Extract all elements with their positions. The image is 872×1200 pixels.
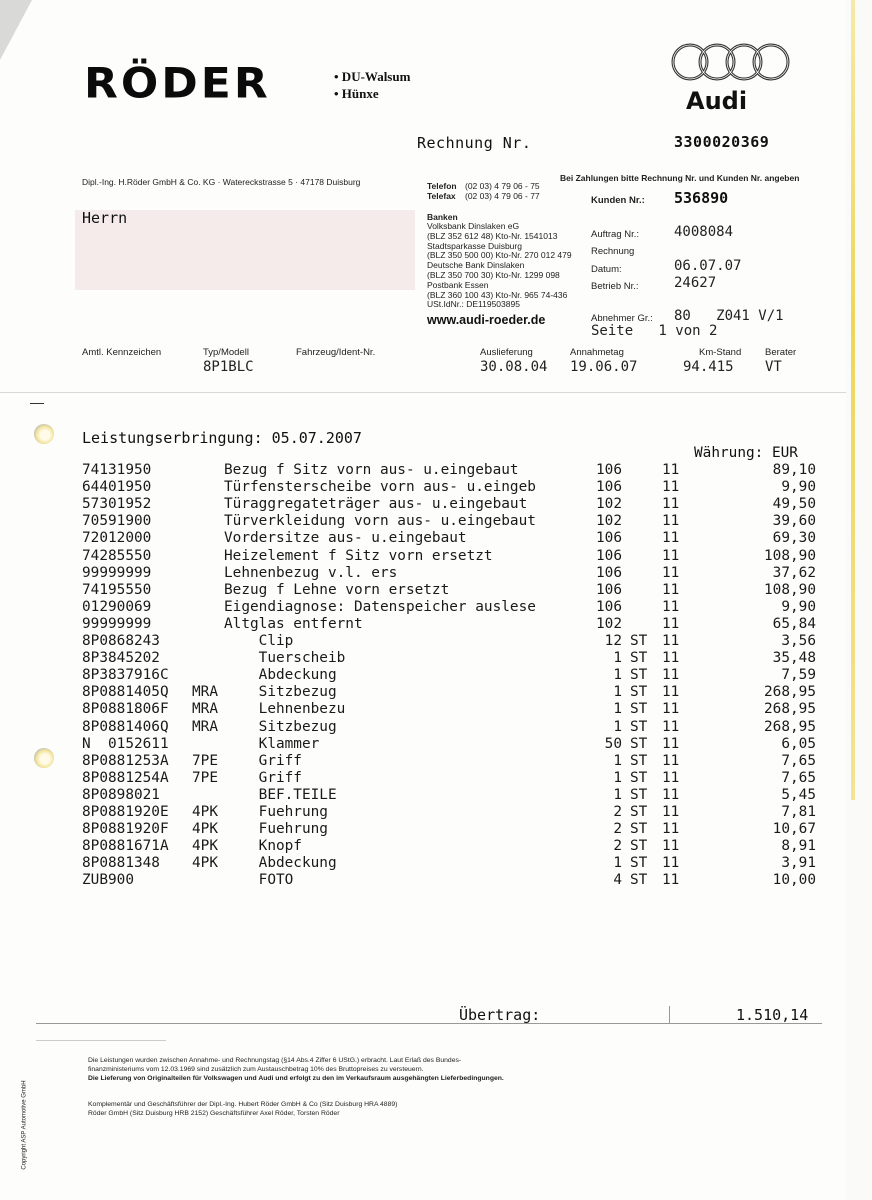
item-quantity: 1 — [613, 701, 622, 718]
rechnung-label: Rechnung — [591, 246, 635, 257]
item-number: 8P0881254A — [82, 769, 169, 786]
item-number: ZUB900 — [82, 872, 134, 889]
abnehmer-label: Abnehmer Gr.: — [591, 313, 653, 324]
item-description: Abdeckung — [224, 667, 337, 684]
payment-note: Bei Zahlungen bitte Rechnung Nr. und Kunden Nr. angeben — [560, 173, 800, 183]
abnehmer-value: 80 Z041 V/1 — [674, 308, 784, 324]
item-code: 11 — [662, 752, 680, 769]
item-amount: 7,65 — [781, 769, 816, 786]
line-item-row — [82, 770, 822, 787]
item-quantity: 1 — [613, 769, 622, 786]
item-amount: 49,50 — [772, 496, 816, 513]
item-amount: 89,10 — [772, 462, 816, 478]
line-item-row — [82, 719, 822, 736]
bank-line: Stadtsparkasse Duisburg — [427, 240, 522, 251]
item-modifier: 4PK — [192, 821, 218, 838]
banks-block — [427, 222, 572, 310]
item-number: 8P0881920F — [82, 821, 169, 838]
item-unit: ST — [630, 684, 648, 701]
punch-hole — [34, 424, 54, 444]
item-quantity: 1 — [613, 786, 622, 803]
bank-line: (BLZ 352 612 48) Kto-Nr. 1541013 — [427, 230, 558, 241]
item-code: 11 — [662, 786, 680, 803]
item-number: N 0152611 — [82, 735, 169, 752]
item-unit: ST — [630, 804, 648, 820]
bank-line: (BLZ 350 500 00) Kto-Nr. 270 012 479 — [427, 250, 572, 261]
item-number: 8P0881806F — [82, 701, 169, 718]
line-item-row — [82, 530, 822, 547]
item-amount: 268,95 — [764, 718, 816, 735]
line-item-row — [82, 513, 822, 530]
item-number: 74195550 — [82, 581, 152, 598]
line-item-row — [82, 804, 822, 821]
item-description: Klammer — [224, 735, 320, 752]
item-quantity: 1 — [613, 684, 622, 701]
item-code: 11 — [662, 855, 680, 872]
auftrag-label: Auftrag Nr.: — [591, 229, 640, 240]
item-code: 11 — [662, 838, 680, 855]
item-modifier: 4PK — [192, 838, 218, 855]
line-item-row — [82, 599, 822, 616]
fold-mark — [30, 403, 44, 404]
item-description: Bezug f Sitz vorn aus- u.eingebaut — [224, 462, 519, 478]
item-quantity: 1 — [613, 752, 622, 769]
item-amount: 268,95 — [764, 701, 816, 718]
item-code: 11 — [662, 701, 680, 718]
line-item-row — [82, 838, 822, 855]
item-number: 8P3845202 — [82, 650, 160, 667]
line-item-row — [82, 496, 822, 513]
col-berater: Berater — [765, 347, 797, 358]
item-code: 11 — [662, 769, 680, 786]
item-modifier: 4PK — [192, 855, 218, 872]
item-number: 74131950 — [82, 462, 152, 478]
item-unit: ST — [630, 650, 648, 667]
folded-corner — [0, 0, 32, 60]
item-amount: 7,81 — [781, 804, 816, 820]
bank-line: (BLZ 360 100 43) Kto-Nr. 965 74-436 — [427, 289, 568, 300]
telefax-label: Telefax — [427, 191, 456, 201]
telefon-value: (02 03) 4 79 06 - 75 — [465, 181, 540, 191]
item-description: Bezug f Lehne vorn ersetzt — [224, 581, 450, 598]
item-number: 8P0881920E — [82, 804, 169, 820]
line-item-row — [82, 548, 822, 565]
item-quantity: 106 — [596, 547, 622, 564]
item-quantity: 106 — [596, 581, 622, 598]
item-amount: 8,91 — [781, 838, 816, 855]
item-code: 11 — [662, 496, 680, 513]
item-description: Sitzbezug — [224, 718, 337, 735]
item-modifier: MRA — [192, 701, 218, 718]
item-unit: ST — [630, 718, 648, 735]
item-number: 64401950 — [82, 479, 152, 496]
item-description: Eigendiagnose: Datenspeicher auslese — [224, 598, 536, 615]
item-unit: ST — [630, 701, 648, 718]
telefax-value: (02 03) 4 79 06 - 77 — [465, 191, 540, 201]
item-number: 8P0881348 — [82, 855, 160, 872]
item-quantity: 106 — [596, 564, 622, 581]
salutation: Herrn — [82, 209, 128, 227]
item-unit: ST — [630, 872, 648, 889]
item-number: 01290069 — [82, 598, 152, 615]
item-unit: ST — [630, 633, 648, 649]
vehicle-typ: 8P1BLC — [203, 359, 254, 375]
vehicle-auslieferung: 30.08.04 — [480, 359, 548, 375]
item-number: 99999999 — [82, 564, 152, 581]
item-amount: 108,90 — [764, 547, 816, 564]
item-code: 11 — [662, 462, 680, 478]
item-code: 11 — [662, 650, 680, 667]
perforation-line — [0, 392, 846, 393]
item-quantity: 106 — [596, 462, 622, 478]
item-number: 8P0898021 — [82, 786, 160, 803]
item-description: Türfensterscheibe vorn aus- u.eingeb — [224, 479, 536, 496]
datum-label: Datum: — [591, 264, 622, 275]
item-quantity: 106 — [596, 479, 622, 496]
item-code: 11 — [662, 633, 680, 649]
item-code: 11 — [662, 821, 680, 838]
col-auslieferung: Auslieferung — [480, 347, 533, 358]
location-walsum: • DU-Walsum — [334, 69, 411, 84]
item-unit: ST — [630, 838, 648, 855]
item-code: 11 — [662, 598, 680, 615]
item-code: 11 — [662, 684, 680, 701]
item-amount: 9,90 — [781, 598, 816, 615]
item-description: Lehnenbezu — [224, 701, 346, 718]
col-annahmetag: Annahmetag — [570, 347, 624, 358]
item-description: Griff — [224, 752, 302, 769]
item-quantity: 102 — [596, 496, 622, 513]
item-description: Fuehrung — [224, 821, 328, 838]
item-modifier: 4PK — [192, 804, 218, 820]
item-code: 11 — [662, 804, 680, 820]
item-code: 11 — [662, 735, 680, 752]
line-item-row — [82, 753, 822, 770]
item-quantity: 1 — [613, 855, 622, 872]
footer-rule — [36, 1040, 166, 1041]
item-number: 8P0881671A — [82, 838, 169, 855]
item-description: Altglas entfernt — [224, 615, 363, 632]
line-item-row — [82, 821, 822, 838]
item-code: 11 — [662, 581, 680, 598]
item-unit: ST — [630, 821, 648, 838]
item-quantity: 102 — [596, 513, 622, 530]
item-amount: 9,90 — [781, 479, 816, 496]
item-number: 70591900 — [82, 513, 152, 530]
betrieb-label: Betrieb Nr.: — [591, 281, 639, 292]
bank-line: Volksbank Dinslaken eG — [427, 221, 520, 231]
item-description: Türaggregateträger aus- u.eingebaut — [224, 496, 528, 513]
line-item-row — [82, 616, 822, 633]
item-description: Sitzbezug — [224, 684, 337, 701]
vehicle-annahmetag: 19.06.07 — [570, 359, 638, 375]
item-quantity: 4 — [613, 872, 622, 889]
line-item-row — [82, 855, 822, 872]
item-unit: ST — [630, 786, 648, 803]
item-unit: ST — [630, 752, 648, 769]
item-amount: 35,48 — [772, 650, 816, 667]
line-item-row — [82, 462, 822, 479]
line-item-row — [82, 787, 822, 804]
item-description: BEF.TEILE — [224, 786, 337, 803]
vehicle-berater: VT — [765, 359, 782, 375]
item-unit: ST — [630, 735, 648, 752]
legal-line-3: Die Lieferung von Originalteilen für Volkswagen und Audi und erfolgt zu den im Verkaufsraum ausgehängten Lieferbedingungen. — [88, 1075, 504, 1082]
item-modifier: 7PE — [192, 769, 218, 786]
line-item-row — [82, 565, 822, 582]
item-description: Griff — [224, 769, 302, 786]
line-item-row — [82, 684, 822, 701]
item-code: 11 — [662, 615, 680, 632]
kunden-label: Kunden Nr.: — [591, 195, 645, 206]
col-kmstand: Km-Stand — [699, 347, 742, 358]
item-quantity: 2 — [613, 804, 622, 820]
item-unit: ST — [630, 855, 648, 872]
item-quantity: 1 — [613, 667, 622, 684]
uebertrag-value: 1.510,14 — [736, 1006, 809, 1024]
item-quantity: 1 — [613, 718, 622, 735]
website-link[interactable]: www.audi-roeder.de — [427, 313, 546, 327]
item-description: Lehnenbezug v.l. ers — [224, 564, 398, 581]
banks-label: Banken — [427, 212, 458, 222]
totals-rule — [36, 1023, 822, 1024]
item-code: 11 — [662, 718, 680, 735]
bank-line: Postbank Essen — [427, 279, 489, 290]
service-date-title: Leistungserbringung: 05.07.2007 — [82, 429, 362, 447]
telefon-label: Telefon — [427, 181, 457, 191]
item-quantity: 1 — [613, 650, 622, 667]
item-code: 11 — [662, 530, 680, 547]
invoice-label: Rechnung Nr. — [417, 134, 532, 152]
item-number: 8P0881405Q — [82, 684, 169, 701]
line-item-row — [82, 872, 822, 889]
company-line-1: Komplementär und Geschäftsführer der Dipl.-Ing. Hubert Röder GmbH & Co (Sitz Duisburg HRA 4889) — [88, 1101, 398, 1108]
item-unit: ST — [630, 769, 648, 786]
item-description: Vordersitze aus- u.eingebaut — [224, 530, 467, 547]
item-amount: 268,95 — [764, 684, 816, 701]
item-description: FOTO — [224, 872, 294, 889]
item-number: 8P3837916C — [82, 667, 169, 684]
audi-rings-icon — [668, 40, 794, 84]
item-description: Abdeckung — [224, 855, 337, 872]
item-description: Clip — [224, 633, 294, 649]
line-item-row — [82, 633, 822, 650]
item-code: 11 — [662, 872, 680, 889]
item-code: 11 — [662, 513, 680, 530]
item-quantity: 2 — [613, 821, 622, 838]
datum-value: 06.07.07 — [674, 258, 742, 274]
item-number: 8P0868243 — [82, 633, 160, 649]
punch-hole — [34, 748, 54, 768]
item-quantity: 50 — [604, 735, 622, 752]
bank-line: Deutsche Bank Dinslaken — [427, 260, 525, 271]
legal-line-1: Die Leistungen wurden zwischen Annahme- und Rechnungstag (§14 Abs.4 Ziffer 6 UStG.) erbracht. Laut Erlaß des Bundes- — [88, 1057, 462, 1064]
item-quantity: 106 — [596, 598, 622, 615]
line-item-row — [82, 650, 822, 667]
item-number: 72012000 — [82, 530, 152, 547]
col-kennzeichen: Amtl. Kennzeichen — [82, 347, 162, 358]
item-quantity: 106 — [596, 530, 622, 547]
kunden-value: 536890 — [674, 189, 729, 207]
item-code: 11 — [662, 667, 680, 684]
item-quantity: 12 — [604, 633, 622, 649]
bank-line: USt.IdNr.: DE119503895 — [427, 299, 520, 310]
auftrag-value: 4008084 — [674, 224, 734, 240]
scan-edge — [846, 0, 872, 1200]
line-item-row — [82, 701, 822, 718]
item-amount: 7,65 — [781, 752, 816, 769]
col-ident: Fahrzeug/Ident-Nr. — [296, 347, 376, 358]
copyright-vertical: Copyright ASP Automotive GmbH — [21, 1080, 28, 1170]
line-item-row — [82, 582, 822, 599]
item-amount: 6,05 — [781, 735, 816, 752]
item-amount: 10,67 — [772, 821, 816, 838]
item-amount: 39,60 — [772, 513, 816, 530]
item-quantity: 102 — [596, 615, 622, 632]
item-amount: 108,90 — [764, 581, 816, 598]
item-amount: 3,56 — [781, 633, 816, 649]
currency-label: Währung: EUR — [694, 445, 798, 461]
item-amount: 10,00 — [772, 872, 816, 889]
line-item-row — [82, 479, 822, 496]
item-modifier: MRA — [192, 684, 218, 701]
item-number: 8P0881406Q — [82, 718, 169, 735]
item-description: Tuerscheib — [224, 650, 346, 667]
uebertrag-label: Übertrag: — [459, 1006, 541, 1024]
item-quantity: 2 — [613, 838, 622, 855]
item-unit: ST — [630, 667, 648, 684]
item-code: 11 — [662, 564, 680, 581]
item-amount: 37,62 — [772, 564, 816, 581]
page-indicator: Seite 1 von 2 — [591, 323, 718, 339]
item-amount: 5,45 — [781, 786, 816, 803]
item-code: 11 — [662, 479, 680, 496]
vehicle-kmstand: 94.415 — [683, 359, 734, 375]
line-item-row — [82, 736, 822, 753]
item-description: Heizelement f Sitz vorn ersetzt — [224, 547, 493, 564]
item-number: 57301952 — [82, 496, 152, 513]
audi-wordmark: Audi — [686, 87, 748, 115]
betrieb-value: 24627 — [674, 275, 717, 291]
company-line-2: Röder GmbH (Sitz Duisburg HRB 2152) Geschäftsführer Axel Röder, Torsten Röder — [88, 1110, 340, 1117]
col-typ: Typ/Modell — [203, 347, 249, 358]
item-number: 99999999 — [82, 615, 152, 632]
item-amount: 65,84 — [772, 615, 816, 632]
legal-line-2: finanzministeriums vom 12.03.1969 sind zusätzlich zum Austauschbetrag 10% des Bruttopreises zu versteuern. — [88, 1066, 424, 1073]
bank-line: (BLZ 350 700 30) Kto-Nr. 1299 098 — [427, 269, 560, 280]
item-code: 11 — [662, 547, 680, 564]
item-description: Fuehrung — [224, 804, 328, 820]
item-number: 8P0881253A — [82, 752, 169, 769]
company-address-line: Dipl.-Ing. H.Röder GmbH & Co. KG · Watereckstrasse 5 · 47178 Duisburg — [82, 177, 361, 187]
item-number: 74285550 — [82, 547, 152, 564]
invoice-number: 3300020369 — [674, 133, 770, 151]
yellow-margin-line — [851, 0, 855, 800]
item-modifier: 7PE — [192, 752, 218, 769]
item-amount: 3,91 — [781, 855, 816, 872]
item-amount: 7,59 — [781, 667, 816, 684]
totals-divider — [669, 1006, 670, 1024]
item-description: Knopf — [224, 838, 302, 855]
item-description: Türverkleidung vorn aus- u.eingebaut — [224, 513, 536, 530]
location-huenxe: • Hünxe — [334, 86, 379, 101]
roeder-logo: RÖDER — [84, 59, 271, 108]
line-item-row — [82, 667, 822, 684]
item-amount: 69,30 — [772, 530, 816, 547]
item-modifier: MRA — [192, 718, 218, 735]
